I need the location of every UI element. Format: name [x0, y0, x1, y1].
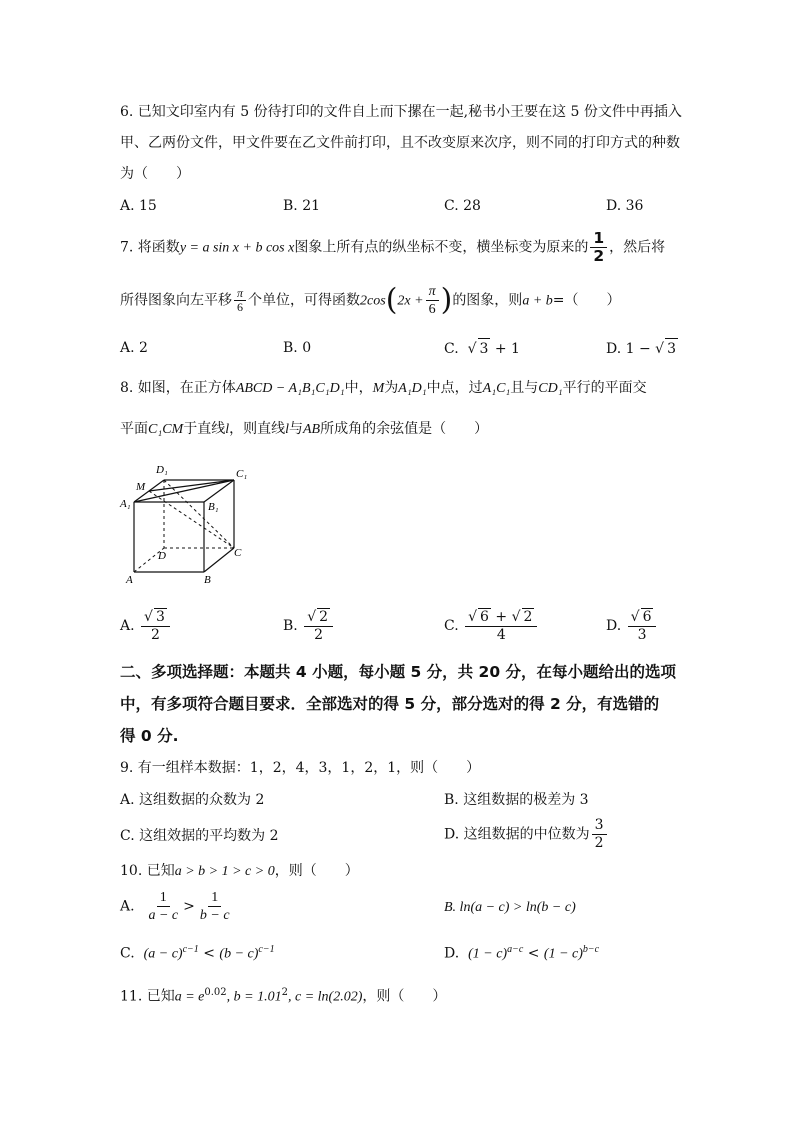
q7-text: 图象上所有点的纵坐标不变，横坐标变为原来的	[294, 239, 589, 256]
q6-option-b: B. 21	[283, 198, 321, 214]
label-m: M	[136, 481, 146, 493]
q10-option-d: D. $(1 - c)^{a-c} < (1 - c)^{b-c}$	[444, 944, 600, 962]
q8-l1-a: 8. 如图，在正方体	[120, 380, 236, 396]
q6-line-1: 6. 已知文印室内有 5 份待打印的文件自上而下摞在一起,秘书小王要在这 5 份文件中再插入	[120, 104, 682, 120]
q9-option-b: B. 这组数据的极差为 3	[444, 792, 589, 808]
label-d1: D₁	[156, 464, 168, 476]
q7-option-c: C. √ 3 + 1	[444, 338, 520, 359]
q7-shift-fraction: $\frac{\pi}{6}$	[234, 287, 246, 314]
q7-opt-c-label: C.	[444, 341, 459, 357]
q8-l1-e: 且与	[510, 380, 539, 396]
q7-line-2	[120, 283, 621, 318]
q8-option-d	[606, 608, 658, 644]
q8-opt-a-frac: $\frac{√ 3}{2}$	[141, 608, 170, 644]
q8-c1cm: C₁CM	[148, 422, 184, 437]
q8-opt-b-label: B.	[283, 618, 298, 634]
q8-a1d1: A₁D₁	[398, 381, 427, 396]
q10-stem-a: 10. 已知	[120, 863, 175, 879]
q8-l2-d: 与	[289, 421, 303, 437]
q10-condition: a > b > 1 > c > 0	[174, 864, 275, 879]
q8-l2-e: 所成角的余弦值是（ ）	[320, 421, 489, 437]
q9-option-a: A. 这组数据的众数为 2	[120, 792, 265, 808]
q11-stem-a: 11. 已知	[120, 988, 175, 1005]
q10-opt-a-gt: >	[183, 898, 195, 915]
q10-opt-a-frac2: $\frac{1}{b - c}$	[199, 890, 230, 923]
label-c1: C₁	[236, 468, 248, 480]
label-a1: A₁	[120, 498, 131, 510]
q10-opt-d-label: D.	[444, 945, 460, 962]
q8-line-1	[120, 378, 647, 399]
q7-cos: 2cos	[360, 293, 386, 309]
q10-stem-b: ，则（ ）	[274, 863, 359, 879]
q7-line2-b: 个单位，可得函数	[248, 292, 361, 309]
q8-l1-c: 为	[384, 380, 399, 396]
q8-option-b	[283, 608, 335, 644]
section2-line-1: 二、多项选择题：本题共 4 小题，每小题 5 分，共 20 分，在每小题给出的选项	[120, 663, 677, 681]
q7-prefix: 7. 将函数	[120, 239, 180, 256]
q8-line-2	[120, 419, 488, 440]
q8-cd1: CD₁	[538, 381, 563, 396]
q7-inner-fraction: $\frac{\pi}{6}$	[426, 283, 439, 318]
q6-line-2: 甲、乙两份文件，甲文件要在乙文件前打印，且不改变原来次序，则不同的打印方式的种数	[120, 135, 680, 151]
q8-l1-d: 中点，过	[426, 380, 483, 396]
q7-option-d: D. 1 − √ 3	[606, 338, 678, 359]
q8-cube: ABCD − A₁B₁C₁D₁	[235, 381, 345, 396]
q7-function: y = a sin x + b cos x	[179, 240, 295, 256]
q6-option-d: D. 36	[606, 198, 644, 214]
q8-option-c	[444, 608, 539, 644]
label-b: B	[204, 574, 211, 586]
q7-inner: 2x +	[397, 293, 424, 309]
q8-m: M	[372, 381, 385, 396]
q7-opt-c-radicand: 3	[478, 338, 491, 359]
q10-stem	[120, 861, 359, 882]
q11-stem: 11. 已知$a = e^{0.02}$, $b = 1.01^2$, c = ln(2.02)，则（ ）	[120, 987, 447, 1005]
q8-opt-d-label: D.	[606, 618, 622, 634]
cube-figure	[118, 460, 253, 590]
q7-end-text: ，然后将	[609, 239, 666, 256]
q9-option-d	[444, 817, 609, 852]
q8-opt-c-label: C.	[444, 618, 459, 634]
q8-a1c1: A₁C₁	[482, 381, 511, 396]
label-b1: B₁	[208, 501, 219, 513]
q7-left-paren: (	[385, 282, 398, 318]
label-a: A	[126, 574, 133, 586]
q8-opt-a-label: A.	[120, 618, 135, 634]
q7-opt-c-tail: + 1	[490, 341, 520, 357]
q8-l2-b: 于直线	[183, 421, 226, 437]
q8-l2-c: ，则直线	[229, 421, 286, 437]
section2-line-2: 中，有多项符合题目要求．全部选对的得 5 分，部分选对的得 2 分，有选错的	[120, 695, 660, 713]
q7-opt-d-radicand: 3	[665, 338, 678, 359]
q8-ab: AB	[303, 422, 321, 437]
q10-option-c: C. $(a - c)^{c-1} < (b - c)^{c-1}$	[120, 944, 275, 962]
q7-line2-d: =（ ）	[552, 292, 621, 309]
q8-opt-b-frac: $\frac{√ 2}{2}$	[304, 608, 333, 644]
section2-line-3: 得 0 分.	[120, 727, 179, 745]
q9-opt-d-frac: $\frac{3}{2}$	[592, 817, 607, 852]
q7-ab: a + b	[522, 293, 553, 309]
q7-line2-c: 的图象，则	[452, 292, 523, 309]
label-c: C	[234, 547, 242, 559]
q9-opt-d-text: D. 这组数据的中位数为	[444, 826, 590, 843]
q8-l2-a: 平面	[120, 421, 148, 437]
q7-opt-d-label: D. 1 −	[606, 341, 651, 357]
q8-l-2: l	[285, 422, 289, 437]
q10-option-b: B. ln(a − c) > ln(b − c)	[444, 900, 576, 915]
q9-option-c: C. 这组效据的平均数为 2	[120, 828, 279, 844]
q10-opt-a-label: A.	[120, 898, 135, 915]
q8-opt-d-frac: $\frac{√ 6}{3}$	[628, 608, 657, 644]
q6-option-c: C. 28	[444, 198, 481, 214]
q9-stem: 9. 有一组样本数据：1，2，4，3，1，2，1，则（ ）	[120, 760, 481, 776]
q11-stem-b: ，则（ ）	[362, 988, 447, 1005]
q7-option-a: A. 2	[120, 340, 148, 356]
q8-option-a	[120, 608, 172, 644]
q8-l: l	[225, 422, 230, 437]
q8-l1-f: 平行的平面交	[562, 380, 647, 396]
q7-right-paren: )	[440, 282, 453, 318]
q6-option-a: A. 15	[120, 198, 157, 214]
q10-option-a	[120, 889, 235, 924]
q8-l1-b: 中，	[344, 380, 373, 396]
q7-option-b: B. 0	[283, 340, 312, 356]
q6-line-3: 为（ ）	[120, 166, 190, 182]
q7-line-1	[120, 230, 665, 265]
q8-opt-c-frac: $\frac{√ 6 + √ 2}{4}$	[465, 608, 537, 644]
q7-half-fraction: $\frac{1}{2}$	[590, 230, 607, 265]
q7-line2-a: 所得图象向左平移	[120, 292, 232, 309]
q10-opt-a-frac1: $\frac{1}{a - c}$	[148, 890, 179, 923]
q10-opt-c-label: C.	[120, 945, 135, 962]
label-d: D	[158, 550, 166, 562]
